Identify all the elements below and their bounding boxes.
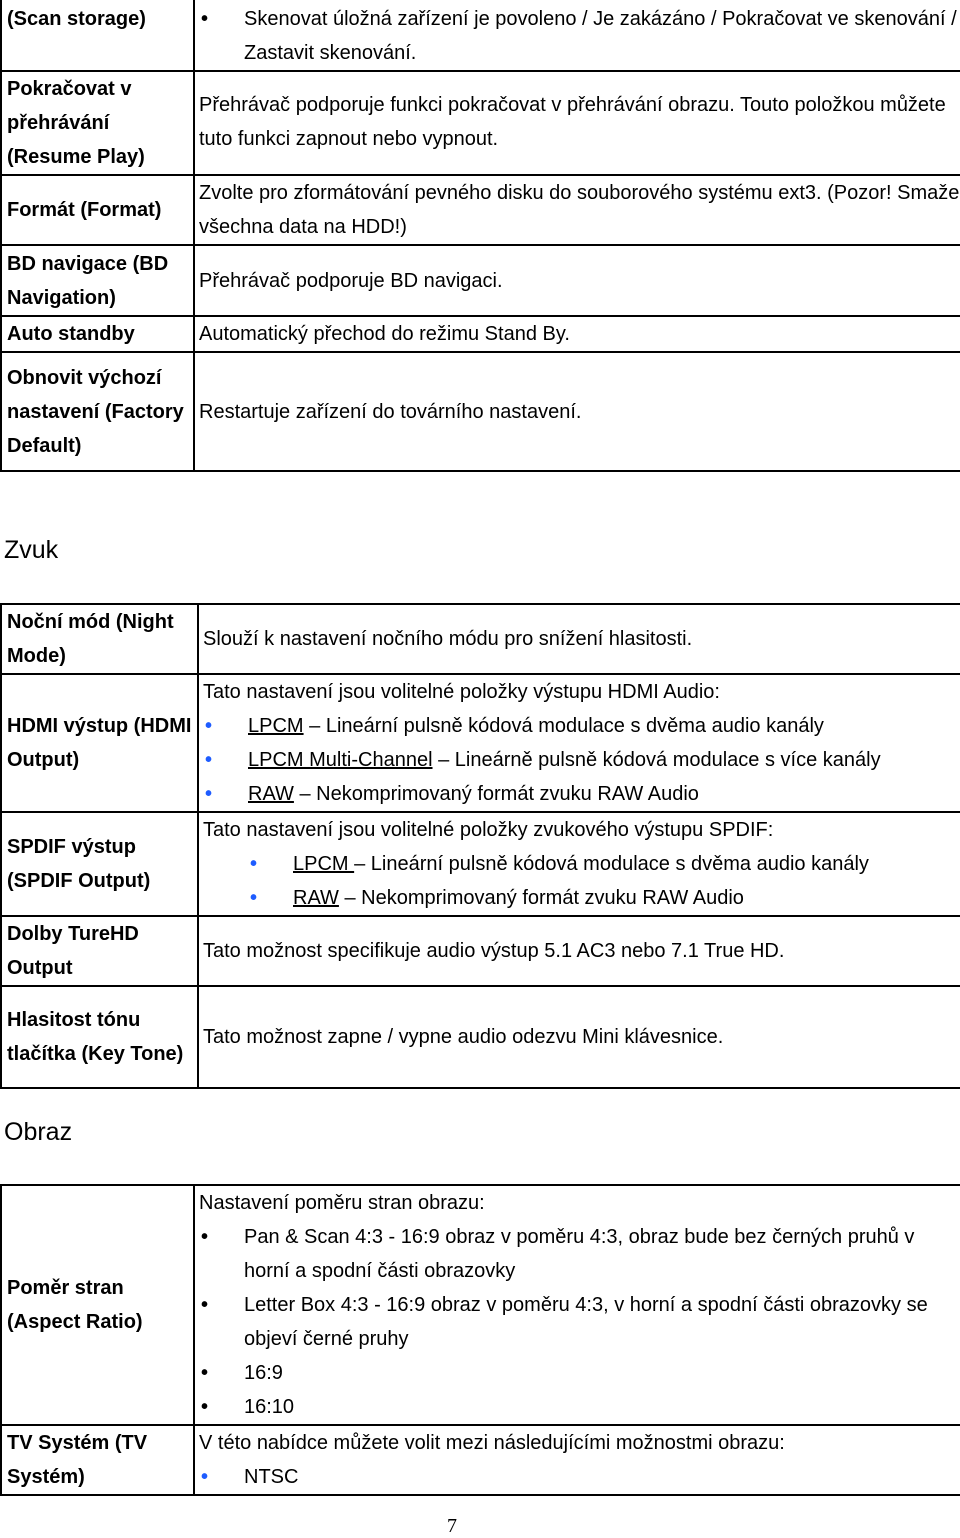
row-label: Hlasitost tónu tlačítka (Key Tone) [1,986,198,1088]
table-row [1,986,960,1088]
list-item: • LPCM – Lineární pulsně kódová modulace s dvěma audio kanály [203,709,960,743]
row-intro: Tato nastavení jsou volitelné položky zvukového výstupu SPDIF: [203,819,774,841]
row-description: Tato možnost specifikuje audio výstup 5.1 AC3 nebo 7.1 True HD. [198,916,960,986]
list-item: • Letter Box 4:3 - 16:9 obraz v poměru 4:3, v horní a spodní části obrazovky se objeví černé pruhy [199,1288,960,1356]
table-row [1,175,960,245]
row-description: Přehrávač podporuje funkci pokračovat v přehrávání obrazu. Touto položkou můžete tuto funkci zapnout nebo vypnout. [194,71,960,175]
row-label: SPDIF výstup (SPDIF Output) [1,812,198,916]
list-item: • RAW – Nekomprimovaný formát zvuku RAW Audio [203,881,960,915]
general-settings-table [0,0,960,472]
row-label: TV Systém (TV Systém) [1,1425,194,1495]
list-item: • NTSC [199,1460,960,1494]
list-item: • RAW – Nekomprimovaný formát zvuku RAW Audio [203,777,960,811]
table-row [1,1185,960,1425]
list-item: • Pan & Scan 4:3 - 16:9 obraz v poměru 4:3, obraz bude bez černých pruhů v horní a spodní části obrazovky [199,1220,960,1288]
row-label: Pokračovat v přehrávání (Resume Play) [1,71,194,175]
list-item: • LPCM Multi-Channel – Lineárně pulsně kódová modulace s více kanály [203,743,960,777]
section-heading-sound: Zvuk [4,536,59,564]
row-label: HDMI výstup (HDMI Output) [1,674,198,812]
row-intro: Nastavení poměru stran obrazu: [199,1192,485,1214]
row-label: Obnovit výchozí nastavení (Factory Default) [1,352,194,471]
sound-settings-table [0,603,960,1089]
list-item: • Skenovat úložná zařízení je povoleno / Je zakázáno / Pokračovat ve skenování / Zastavit skenování. [199,2,960,70]
row-description: Přehrávač podporuje BD navigaci. [194,245,960,316]
row-label: Formát (Format) [1,175,194,245]
row-description: Automatický přechod do režimu Stand By. [194,316,960,352]
table-row [1,0,960,71]
table-row [1,1425,960,1495]
row-description: Slouží k nastavení nočního módu pro snížení hlasitosti. [198,604,960,674]
row-intro: Tato nastavení jsou volitelné položky výstupu HDMI Audio: [203,681,720,703]
row-description: Zvolte pro zformátování pevného disku do souborového systému ext3. (Pozor! Smaže všechna data na HDD!) [194,175,960,245]
table-row [1,352,960,471]
row-label: (Scan storage) [1,0,194,71]
list-item: • LPCM – Lineární pulsně kódová modulace s dvěma audio kanály [203,847,960,881]
table-row [1,604,960,674]
row-description: Tato možnost zapne / vypne audio odezvu Mini klávesnice. [198,986,960,1088]
table-row [1,316,960,352]
row-description: Restartuje zařízení do továrního nastavení. [194,352,960,471]
row-label: Auto standby [1,316,194,352]
list-item: • 16:9 [199,1356,960,1390]
table-row [1,245,960,316]
row-label: BD navigace (BD Navigation) [1,245,194,316]
row-intro: V této nabídce můžete volit mezi následujícími možnostmi obrazu: [199,1432,785,1454]
row-label: Noční mód (Night Mode) [1,604,198,674]
list-item: • 16:10 [199,1390,960,1424]
table-row [1,674,960,812]
table-row [1,71,960,175]
table-row [1,916,960,986]
row-label: Dolby TureHD Output [1,916,198,986]
row-label: Poměr stran (Aspect Ratio) [1,1185,194,1425]
section-heading-image: Obraz [4,1118,73,1146]
image-settings-table [0,1184,960,1496]
table-row [1,812,960,916]
page-number: 7 [447,1515,457,1537]
